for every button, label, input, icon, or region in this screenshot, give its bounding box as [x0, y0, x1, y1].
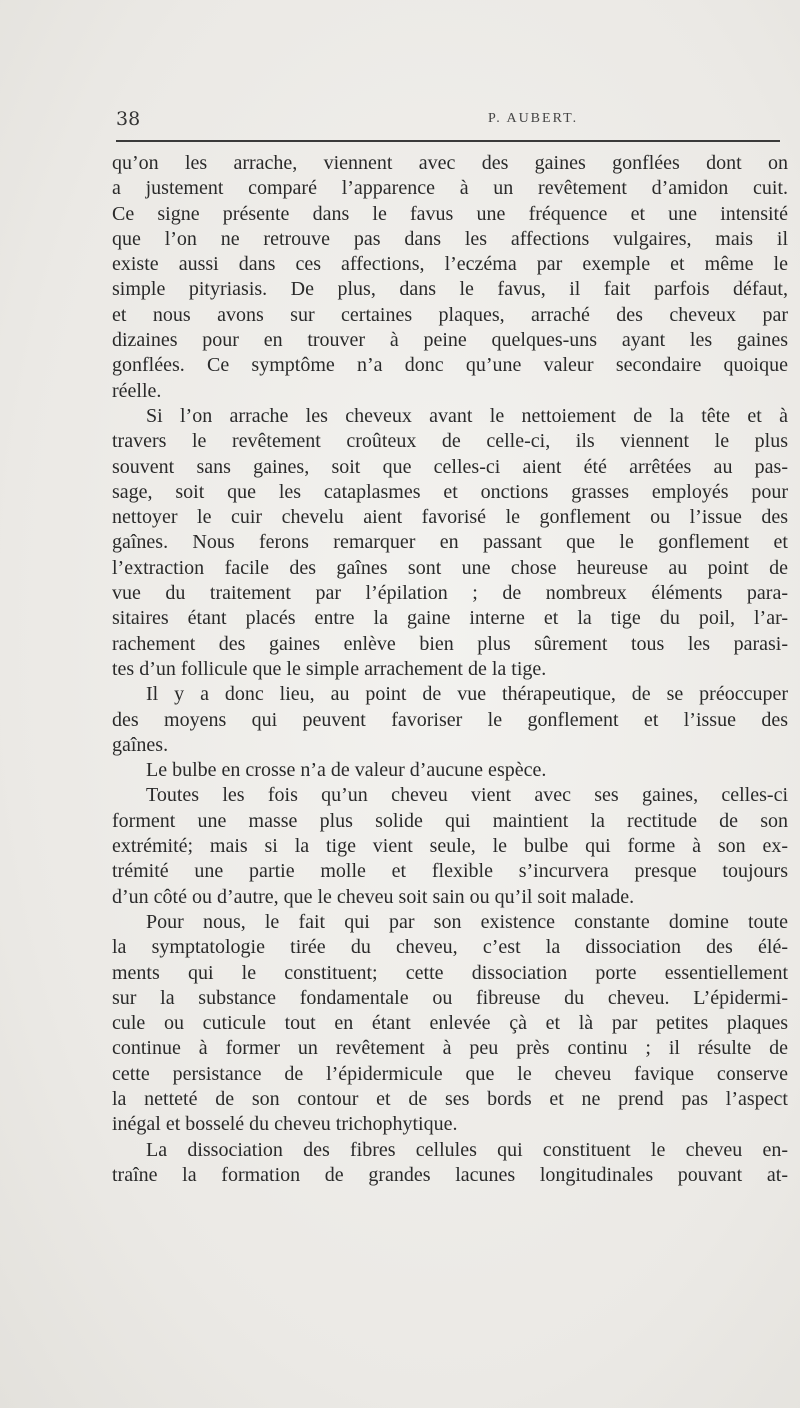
running-head: P. AUBERT.: [488, 111, 579, 126]
text-line: travers le revêtement croûteux de celle-ci, ils viennent le plus: [112, 430, 788, 453]
text-line: qu’on les arrache, viennent avec des gaines gonflées dont on: [112, 152, 788, 174]
text-line: sage, soit que les cataplasmes et onctions grasses employés pour: [112, 480, 788, 503]
text-line: gonflées. Ce symptôme n’a donc qu’une valeur secondaire quoique: [112, 354, 788, 377]
text-line: Le bulbe en crosse n’a de valeur d’aucune espèce.: [146, 759, 547, 782]
text-line: souvent sans gaines, soit que celles-ci aient été arrêtées au pas-: [112, 455, 788, 478]
text-line: existe aussi dans ces affections, l’eczéma par exemple et même le: [112, 253, 788, 276]
text-line: des moyens qui peuvent favoriser le gonflement et l’issue des: [112, 708, 788, 731]
text-line: Ce signe présente dans le favus une fréquence et une intensité: [112, 202, 788, 225]
page-header: [116, 108, 780, 134]
text-line: continue à former un revêtement à peu près continu ; il résulte de: [112, 1037, 788, 1060]
text-line: cule ou cuticule tout en étant enlevée çà et là par petites plaques: [112, 1012, 788, 1035]
text-line: La dissociation des fibres cellules qui constituent le cheveu en-: [146, 1138, 788, 1161]
text-line: et nous avons sur certaines plaques, arraché des cheveux par: [112, 303, 788, 326]
text-line: l’extraction facile des gaînes sont une chose heureuse au point de: [112, 556, 788, 579]
text-line: d’un côté ou d’autre, que le cheveu soit sain ou qu’il soit malade.: [112, 885, 635, 908]
text-line: trémité une partie molle et flexible s’incurvera presque toujours: [112, 860, 788, 883]
text-line: sur la substance fondamentale ou fibreuse du cheveu. L’épidermi-: [112, 986, 788, 1009]
text-line: inégal et bosselé du cheveu trichophytique.: [112, 1113, 458, 1136]
text-line: a justement comparé l’apparence à un revêtement d’amidon cuit.: [112, 177, 788, 200]
text-line: dizaines pour en trouver à peine quelques-uns ayant les gaines: [112, 329, 788, 352]
text-line: gaînes.: [112, 733, 169, 756]
text-line: nettoyer le cuir chevelu aient favorisé le gonflement ou l’issue des: [112, 506, 788, 529]
text-line: traîne la formation de grandes lacunes longitudinales pouvant at-: [112, 1163, 788, 1186]
text-line: Il y a donc lieu, au point de vue thérapeutique, de se préoccuper: [146, 683, 788, 706]
text-line: Si l’on arrache les cheveux avant le nettoiement de la tête et à: [146, 404, 788, 427]
text-line: simple pityriasis. De plus, dans le favus, il fait parfois défaut,: [112, 278, 788, 301]
text-line: Toutes les fois qu’un cheveu vient avec ses gaines, celles-ci: [146, 784, 788, 807]
text-line: que l’on ne retrouve pas dans les affections vulgaires, mais il: [112, 227, 788, 250]
text-line: ments qui le constituent; cette dissociation porte essentiellement: [112, 961, 788, 984]
text-line: extrémité; mais si la tige vient seule, le bulbe qui forme à son ex-: [112, 835, 788, 858]
text-line: forment une masse plus solide qui maintient la rectitude de son: [112, 809, 788, 832]
body-text: [112, 151, 788, 1188]
text-line: la netteté de son contour et de ses bords et ne prend pas l’aspect: [112, 1087, 788, 1110]
text-line: tes d’un follicule que le simple arrachement de la tige.: [112, 657, 547, 680]
text-line: sitaires étant placés entre la gaine interne et la tige du poil, l’ar-: [112, 607, 788, 630]
text-line: gaînes. Nous ferons remarquer en passant que le gonflement et: [112, 531, 788, 554]
text-line: vue du traitement par l’épilation ; de nombreux éléments para-: [112, 582, 788, 605]
page-number: 38: [116, 108, 141, 130]
header-rule: [116, 140, 780, 142]
text-line: Pour nous, le fait qui par son existence constante domine toute: [146, 910, 788, 933]
text-line: réelle.: [112, 379, 162, 402]
text-line: cette persistance de l’épidermicule que le cheveu favique conserve: [112, 1062, 788, 1085]
text-line: rachement des gaines enlève bien plus sûrement tous les parasi-: [112, 632, 788, 655]
text-line: la symptatologie tirée du cheveu, c’est la dissociation des élé-: [112, 936, 788, 959]
